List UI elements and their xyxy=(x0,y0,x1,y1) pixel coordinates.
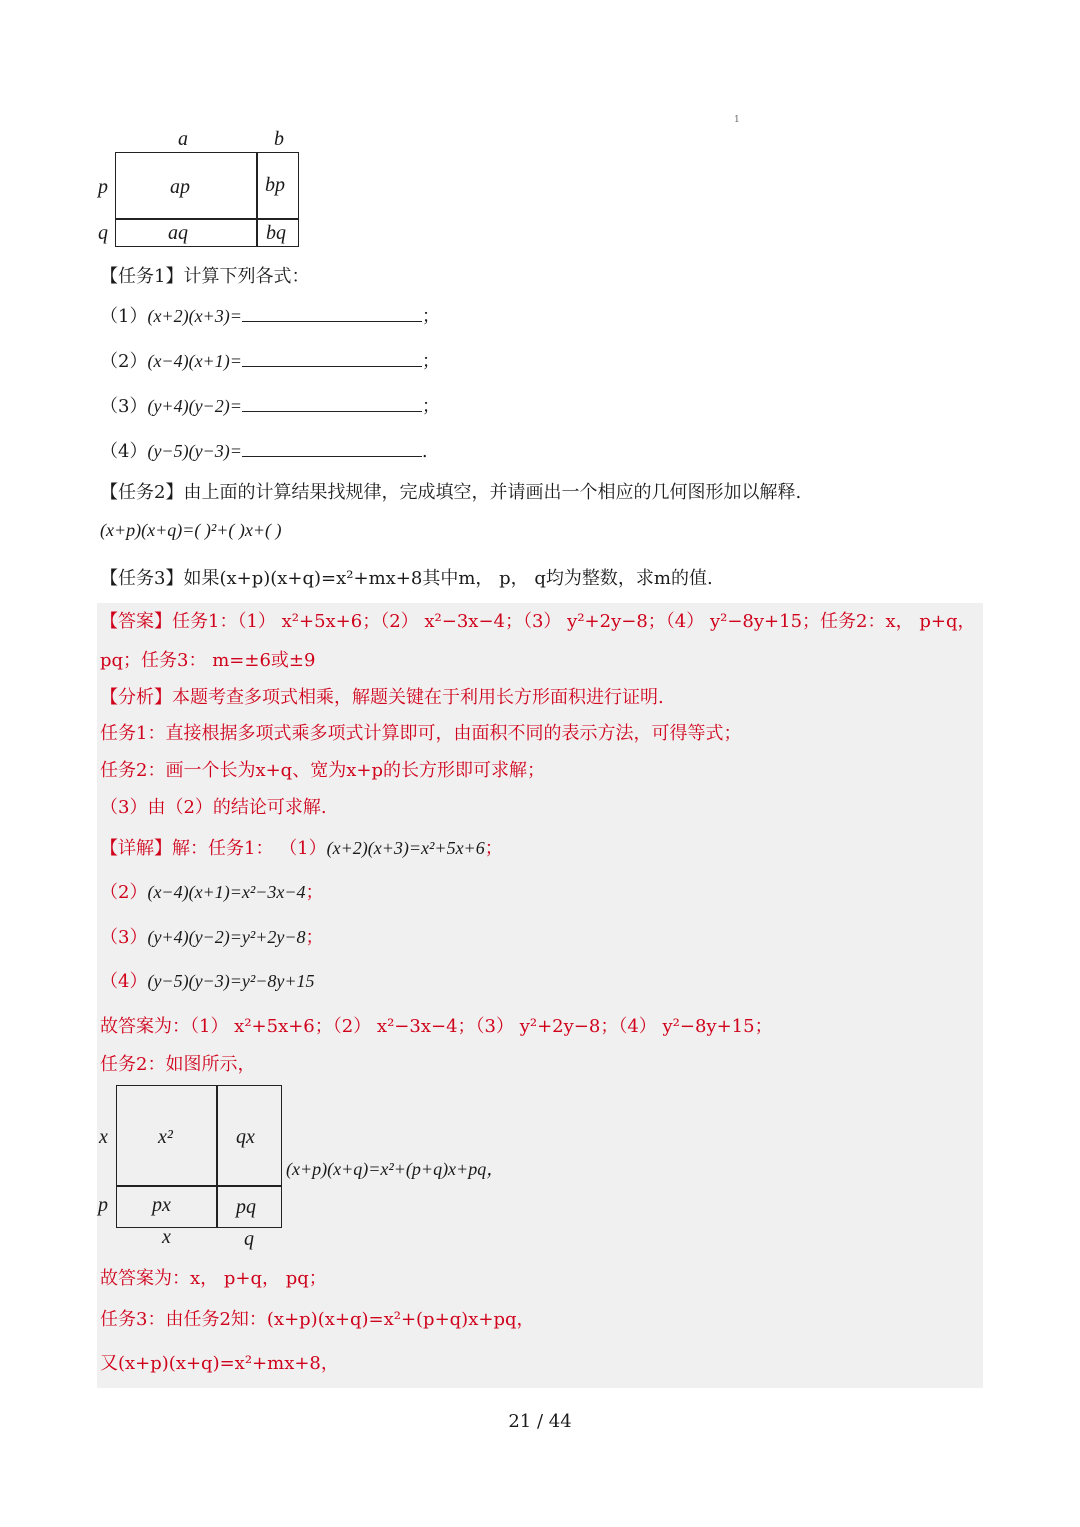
detail-expr: (y−5)(y−3)=y²−8y+15 xyxy=(147,971,315,991)
label-q: q xyxy=(98,222,108,244)
fig2-side-x: x xyxy=(99,1126,108,1148)
task1-item-1 xyxy=(100,302,440,328)
fig2-cell-pq: pq xyxy=(236,1196,256,1218)
detail-num: （3） xyxy=(100,927,148,948)
detail-expr: (y+4)(y−2)=y²+2y−8 xyxy=(147,927,306,947)
detail-num: （4） xyxy=(100,971,148,992)
fig2-bottom-q: q xyxy=(244,1228,254,1250)
task1-title: 【任务1】计算下列各式： xyxy=(100,266,310,287)
task1-item-4 xyxy=(100,437,428,463)
detail-task3-line-2: 又(x+p)(x+q)=x²+mx+8， xyxy=(100,1353,339,1374)
task1-item-3 xyxy=(100,392,440,418)
answer-blank[interactable] xyxy=(242,438,422,457)
answer-blank[interactable] xyxy=(242,393,422,412)
detail-line-4 xyxy=(100,967,315,993)
detail-expr: (x−4)(x+1)=x²−3x−4 xyxy=(147,882,306,902)
detail-task3-line: 任务3：由任务2知：(x+p)(x+q)=x²+(p+q)x+pq， xyxy=(100,1309,535,1330)
fig2-expression: (x+p)(x+q)=x²+(p+q)x+pq， xyxy=(286,1159,505,1179)
page-mark: 1 xyxy=(734,115,740,125)
task1-item-end: . xyxy=(421,441,428,462)
task1-item-end: ； xyxy=(421,351,440,372)
detail-conclusion-2: 故答案为：x， p+q， pq； xyxy=(100,1268,327,1289)
answer-blank[interactable] xyxy=(242,303,422,322)
detail-end: ； xyxy=(305,927,324,948)
fig2-outer-box xyxy=(116,1085,282,1228)
cell-aq: aq xyxy=(168,222,188,244)
cell-bp: bp xyxy=(265,174,285,196)
task1-item-num: （1） xyxy=(100,306,148,327)
task1-item-expr: (y−5)(y−3)= xyxy=(147,441,242,461)
cell-ap: ap xyxy=(170,176,190,198)
task2-expr: (x+p)(x+q)=( )²+( )x+( ) xyxy=(100,520,282,540)
fig2-vertical-divider xyxy=(216,1085,218,1228)
task1-item-end: ； xyxy=(421,396,440,417)
page-number: 21 / 44 xyxy=(508,1411,572,1432)
answer-label: 【答案】 xyxy=(100,611,172,632)
fig2-cell-px: px xyxy=(152,1194,171,1216)
task3-title: 【任务3】如果(x+p)(x+q)=x²+mx+8其中m， p， q均为整数，求m的值. xyxy=(100,568,713,589)
analysis-line-2: 任务1：直接根据多项式乘多项式计算即可，由面积不同的表示方法，可得等式； xyxy=(100,723,742,744)
task1-item-num: （3） xyxy=(100,396,148,417)
task1-item-expr: (x+2)(x+3)= xyxy=(147,306,242,326)
task1-item-expr: (x−4)(x+1)= xyxy=(147,351,242,371)
fig2-side-p: p xyxy=(98,1194,108,1216)
detail-num: （2） xyxy=(100,882,148,903)
analysis-line-3: 任务2：画一个长为x+q、宽为x+p的长方形即可求解； xyxy=(100,760,545,781)
analysis-line-4: （3）由（2）的结论可求解. xyxy=(100,797,327,818)
detail-line-1 xyxy=(100,834,503,860)
label-b: b xyxy=(274,128,284,150)
answer-text: 任务1：（1） x²+5x+6；（2） x²−3x−4；（3） y²+2y−8；（4） y²−8y+15；任务2：x， p+q， xyxy=(172,611,976,632)
detail-expr: (x+2)(x+3)=x²+5x+6 xyxy=(326,838,485,858)
cell-bq: bq xyxy=(266,222,286,244)
answer-line-1 xyxy=(100,607,975,633)
detail-intro: 解：任务1： xyxy=(172,838,274,859)
fig2-bottom-x: x xyxy=(162,1226,171,1248)
detail-num: （1） xyxy=(279,838,327,859)
label-a: a xyxy=(178,128,188,150)
detail-label: 【详解】 xyxy=(100,838,172,859)
label-p: p xyxy=(98,176,108,198)
task1-item-2 xyxy=(100,347,440,373)
task1-item-end: ； xyxy=(421,306,440,327)
detail-conclusion-1: 故答案为：（1） x²+5x+6；（2） x²−3x−4；（3） y²+2y−8；（4） y²−8y+15； xyxy=(100,1016,773,1037)
figure-horizontal-divider xyxy=(115,218,299,220)
detail-line-2 xyxy=(100,878,324,904)
detail-end: ； xyxy=(484,838,503,859)
task1-item-expr: (y+4)(y−2)= xyxy=(147,396,242,416)
detail-end: ； xyxy=(305,882,324,903)
answer-line-2: pq；任务3： m=±6或±9 xyxy=(100,650,316,671)
task2-title: 【任务2】由上面的计算结果找规律，完成填空，并请画出一个相应的几何图形加以解释. xyxy=(100,482,802,503)
analysis-text: 本题考查多项式相乘，解题关键在于利用长方形面积进行证明. xyxy=(172,687,664,708)
task1-item-num: （4） xyxy=(100,441,148,462)
detail-line-3 xyxy=(100,923,324,949)
detail-task2-intro: 任务2：如图所示， xyxy=(100,1054,256,1075)
figure-vertical-divider xyxy=(256,152,258,247)
fig2-horizontal-divider xyxy=(116,1185,282,1187)
task1-item-num: （2） xyxy=(100,351,148,372)
fig2-cell-qx: qx xyxy=(236,1126,255,1148)
fig2-cell-x2: x² xyxy=(158,1126,173,1148)
analysis-line-1 xyxy=(100,683,664,709)
answer-blank[interactable] xyxy=(242,348,422,367)
analysis-label: 【分析】 xyxy=(100,687,172,708)
